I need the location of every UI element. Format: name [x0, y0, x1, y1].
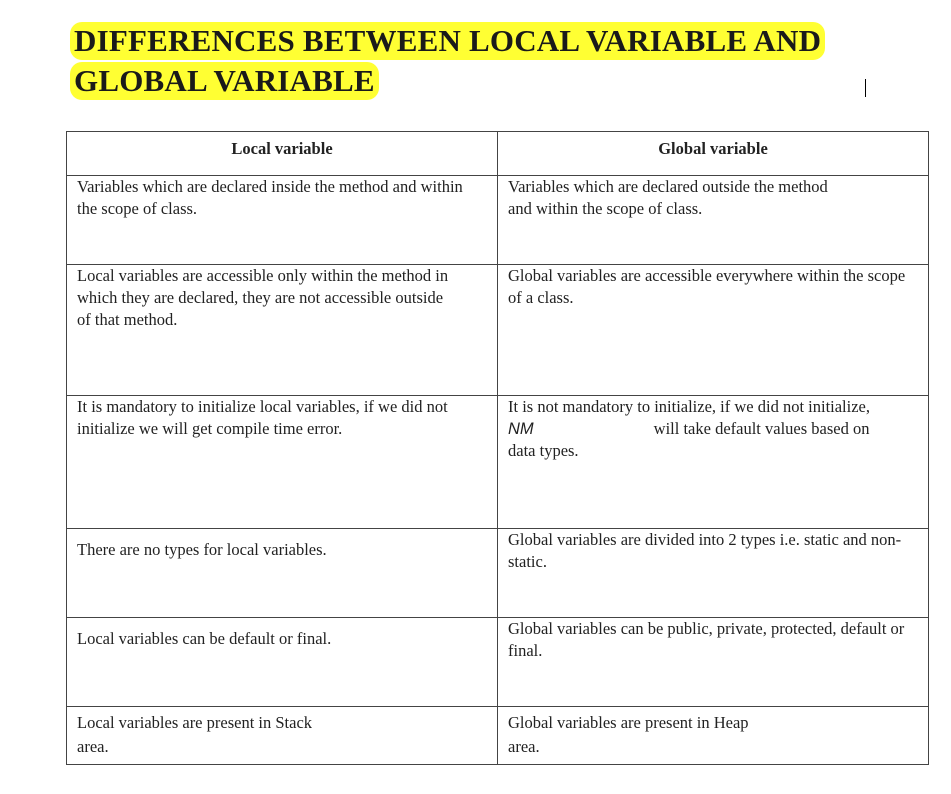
- cell-local: [67, 529, 498, 618]
- table-row: [67, 707, 929, 765]
- cell-local: [67, 618, 498, 707]
- cell-global: Global variables are divided into 2 types i.e. static and non-static.: [498, 529, 929, 618]
- cell-global: Global variables are accessible everywhere within the scope of a class.: [498, 265, 929, 396]
- cell-local-text-a: Local variables are present in Stack: [77, 713, 313, 732]
- cell-global: [498, 396, 929, 529]
- cell-global-text-a: It is not mandatory to initialize, if we did not initialize,: [508, 397, 871, 416]
- cell-local-text-b: area.: [77, 737, 109, 756]
- table-row: [67, 176, 929, 265]
- table-row: [67, 265, 929, 396]
- table-row: [67, 618, 929, 707]
- header-local: Local variable: [67, 132, 498, 176]
- cell-local: Local variables are accessible only within the method in which they are declared, they are not accessible outside of that method.: [67, 265, 498, 396]
- cell-local-text: Local variables can be default or final.: [77, 629, 332, 648]
- cell-global-text-a: Global variables are present in Heap: [508, 713, 749, 732]
- cell-global: [498, 707, 929, 765]
- header-global: Global variable: [498, 132, 929, 176]
- text-cursor: [865, 79, 866, 97]
- cell-local-text: There are no types for local variables.: [77, 540, 327, 559]
- cell-global-text-b: will take default values based on data types.: [508, 419, 870, 460]
- cell-local: It is mandatory to initialize local variables, if we did not initialize we will get compile time error.: [67, 396, 498, 529]
- table-row: [67, 529, 929, 618]
- header-row: [67, 132, 929, 176]
- cell-global: Global variables can be public, private, protected, default or final.: [498, 618, 929, 707]
- cell-global-text-b: area.: [508, 737, 540, 756]
- comparison-table: [66, 131, 929, 765]
- cell-global: Variables which are declared outside the method and within the scope of class.: [498, 176, 929, 265]
- title-line-2: GLOBAL VARIABLE: [70, 62, 379, 100]
- cell-local: Variables which are declared inside the method and within the scope of class.: [67, 176, 498, 265]
- cell-local: [67, 707, 498, 765]
- nm-label: NM: [508, 420, 534, 438]
- table-row: [67, 396, 929, 529]
- title-line-1: DIFFERENCES BETWEEN LOCAL VARIABLE AND: [70, 22, 825, 60]
- page-title: [72, 22, 872, 100]
